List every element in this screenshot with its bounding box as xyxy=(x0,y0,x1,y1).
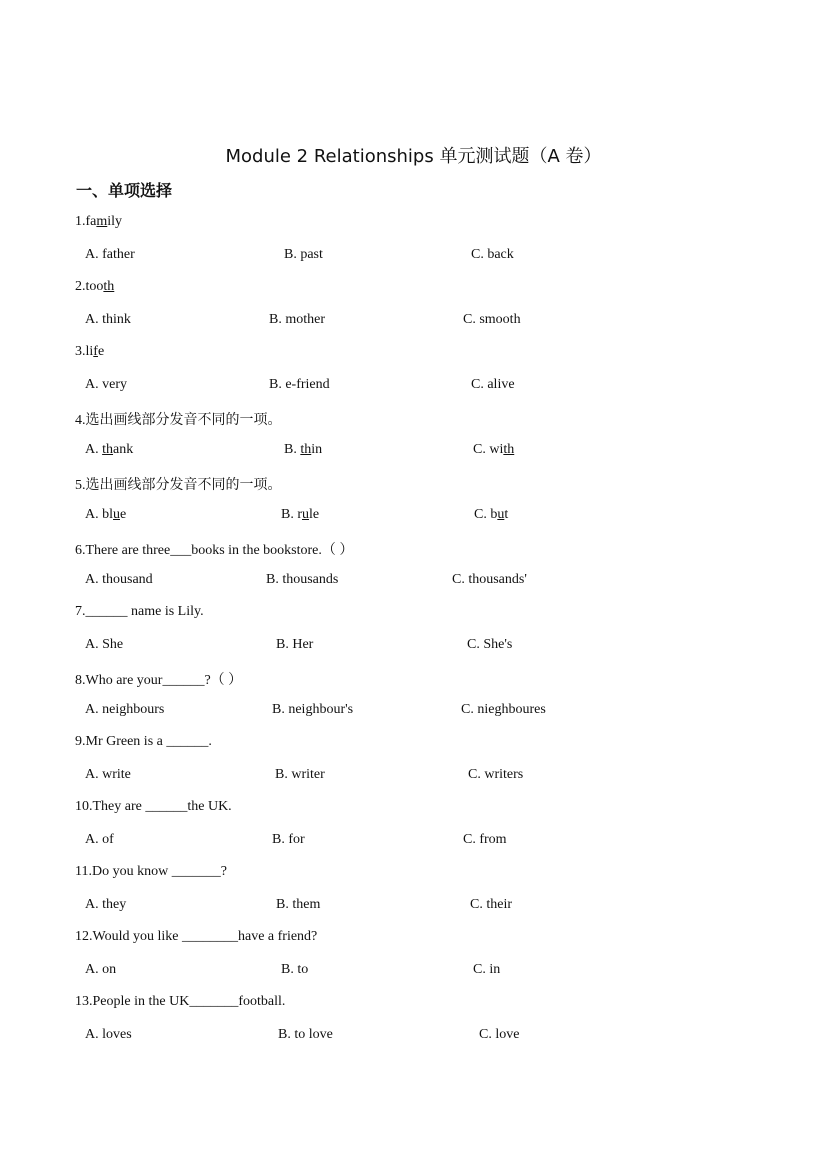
option-c[interactable]: C. thousands' xyxy=(452,572,527,587)
option-b[interactable]: B. to xyxy=(281,962,309,977)
question-6: 6.There are three___books in the bookstore.（ ） xyxy=(75,543,354,558)
option-a[interactable]: A. they xyxy=(85,897,127,912)
option-a[interactable]: A. very xyxy=(85,377,127,392)
option-c[interactable]: C. their xyxy=(470,897,512,912)
option-c[interactable]: C. but xyxy=(474,507,509,522)
option-c[interactable]: C. in xyxy=(473,962,501,977)
option-b[interactable]: B. writer xyxy=(275,767,325,782)
option-a[interactable]: A. blue xyxy=(85,507,127,522)
page-title: Module 2 Relationships 单元测试题（A 卷） xyxy=(225,146,602,167)
question-5: 5.选出画线部分发音不同的一项。 xyxy=(75,478,282,493)
option-b[interactable]: B. e-friend xyxy=(269,377,330,392)
option-b[interactable]: B. past xyxy=(284,247,323,262)
option-b[interactable]: B. for xyxy=(272,832,305,847)
option-b[interactable]: B. mother xyxy=(269,312,325,327)
question-9: 9.Mr Green is a ______. xyxy=(75,734,212,749)
option-a[interactable]: A. She xyxy=(85,637,124,652)
question-3: 3.life xyxy=(75,344,105,359)
question-4: 4.选出画线部分发音不同的一项。 xyxy=(75,413,282,428)
option-b[interactable]: B. thin xyxy=(284,442,323,457)
option-b[interactable]: B. Her xyxy=(276,637,314,652)
question-2: 2.tooth xyxy=(75,279,115,294)
option-c[interactable]: C. She's xyxy=(467,637,513,652)
option-a[interactable]: A. loves xyxy=(85,1027,132,1042)
option-b[interactable]: B. neighbour's xyxy=(272,702,354,717)
option-a[interactable]: A. of xyxy=(85,832,114,847)
option-c[interactable]: C. alive xyxy=(471,377,515,392)
option-c[interactable]: C. back xyxy=(471,247,514,262)
question-8: 8.Who are your______?（ ） xyxy=(75,673,243,688)
option-a[interactable]: A. think xyxy=(85,312,131,327)
section-heading: 一、单项选择 xyxy=(76,181,173,200)
option-c[interactable]: C. nieghboures xyxy=(461,702,546,717)
question-13: 13.People in the UK_______football. xyxy=(75,994,286,1009)
option-c[interactable]: C. from xyxy=(463,832,507,847)
option-a[interactable]: A. neighbours xyxy=(85,702,165,717)
option-b[interactable]: B. to love xyxy=(278,1027,333,1042)
option-c[interactable]: C. with xyxy=(473,442,515,457)
question-11: 11.Do you know _______? xyxy=(75,864,227,879)
question-12: 12.Would you like ________have a friend? xyxy=(75,929,318,944)
option-b[interactable]: B. them xyxy=(276,897,321,912)
option-c[interactable]: C. writers xyxy=(468,767,524,782)
option-b[interactable]: B. thousands xyxy=(266,572,339,587)
option-a[interactable]: A. on xyxy=(85,962,117,977)
option-a[interactable]: A. thousand xyxy=(85,572,153,587)
option-b[interactable]: B. rule xyxy=(281,507,320,522)
question-10: 10.They are ______the UK. xyxy=(75,799,232,814)
option-c[interactable]: C. love xyxy=(479,1027,520,1042)
option-a[interactable]: A. father xyxy=(85,247,135,262)
option-a[interactable]: A. write xyxy=(85,767,131,782)
question-7: 7.______ name is Lily. xyxy=(75,604,204,619)
option-a[interactable]: A. thank xyxy=(85,442,134,457)
option-c[interactable]: C. smooth xyxy=(463,312,521,327)
question-1: 1.family xyxy=(75,214,123,229)
